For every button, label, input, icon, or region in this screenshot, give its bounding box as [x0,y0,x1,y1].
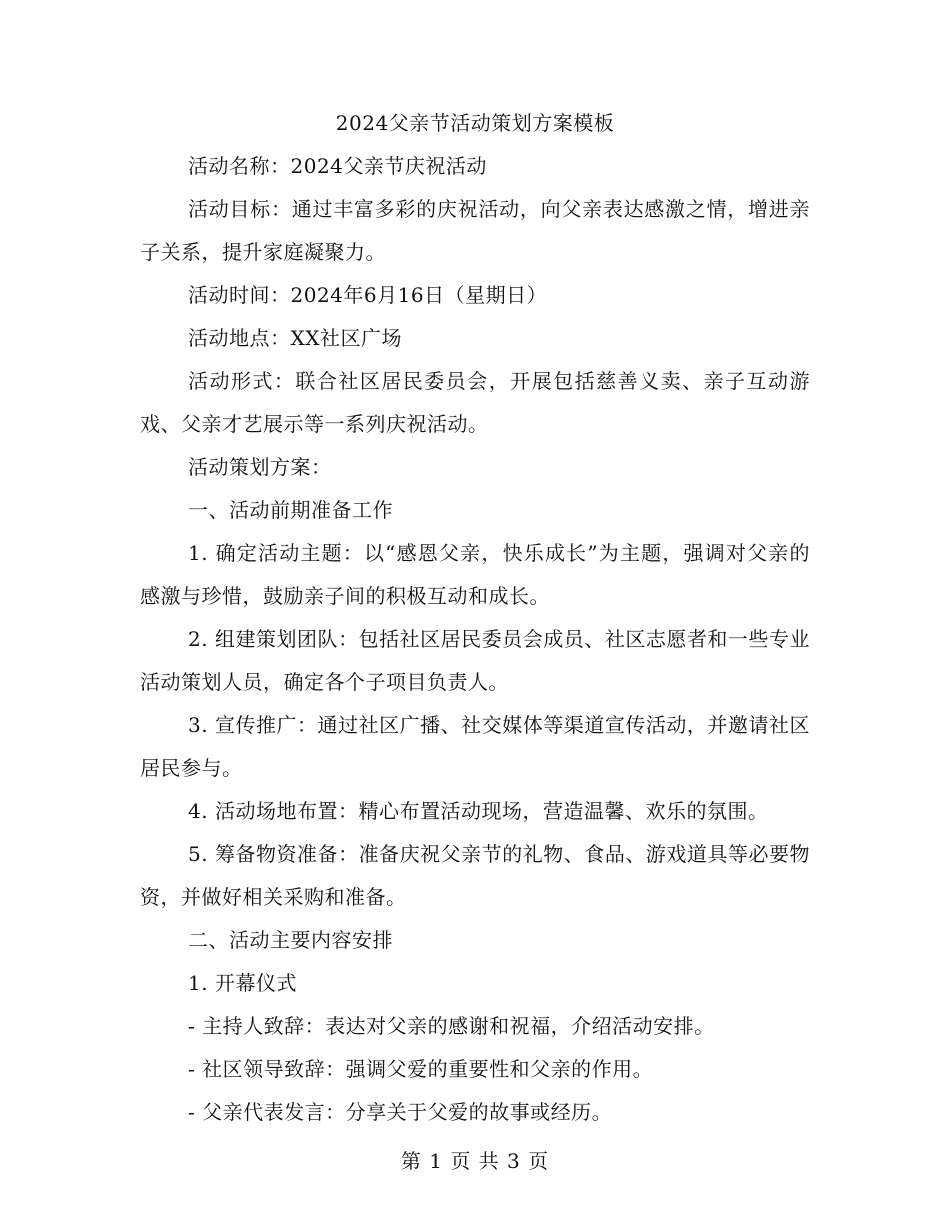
paragraph-activity-time: 活动时间：2024年6月16日（星期日） [188,283,548,307]
list-item-venue: 4. 活动场地布置：精心布置活动现场，营造温馨、欢乐的氛围。 [188,799,769,823]
page-number-footer: 第 1 页 共 3 页 [400,1149,550,1173]
paragraph-plan-heading: 活动策划方案： [188,455,332,479]
list-item-supplies: 5. 筹备物资准备：准备庆祝父亲节的礼物、食品、游戏道具等必要物资，并做好相关采购和准备。 [140,842,810,909]
paragraph-activity-format: 活动形式：联合社区居民委员会，开展包括慈善义卖、亲子互动游戏、父亲才艺展示等一系列庆祝活动。 [140,369,810,436]
list-item-theme: 1. 确定活动主题：以“感恩父亲，快乐成长”为主题，强调对父亲的感激与珍惜，鼓励亲子间的积极互动和成长。 [140,541,810,608]
bullet-father-speech: - 父亲代表发言：分享关于父爱的故事或经历。 [188,1100,613,1124]
section-heading-preparation: 一、活动前期准备工作 [188,498,393,522]
document-body [140,145,810,1134]
paragraph-activity-location: 活动地点：XX社区广场 [188,326,402,350]
paragraph-activity-goal: 活动目标：通过丰富多彩的庆祝活动，向父亲表达感激之情，增进亲子关系，提升家庭凝聚力。 [140,197,810,264]
bullet-host-speech: - 主持人致辞：表达对父亲的感谢和祝福，介绍活动安排。 [188,1014,715,1038]
paragraph-activity-name: 活动名称：2024父亲节庆祝活动 [188,154,487,178]
list-item-promotion: 3. 宣传推广：通过社区广播、社交媒体等渠道宣传活动，并邀请社区居民参与。 [140,713,810,780]
bullet-leader-speech: - 社区领导致辞：强调父爱的重要性和父亲的作用。 [188,1057,654,1081]
list-item-opening-ceremony: 1. 开幕仪式 [188,971,297,995]
list-item-team: 2. 组建策划团队：包括社区居民委员会成员、社区志愿者和一些专业活动策划人员，确定各个子项目负责人。 [140,627,810,694]
section-heading-main-content: 二、活动主要内容安排 [188,928,393,952]
document-title: 2024父亲节活动策划方案模板 [335,111,615,135]
